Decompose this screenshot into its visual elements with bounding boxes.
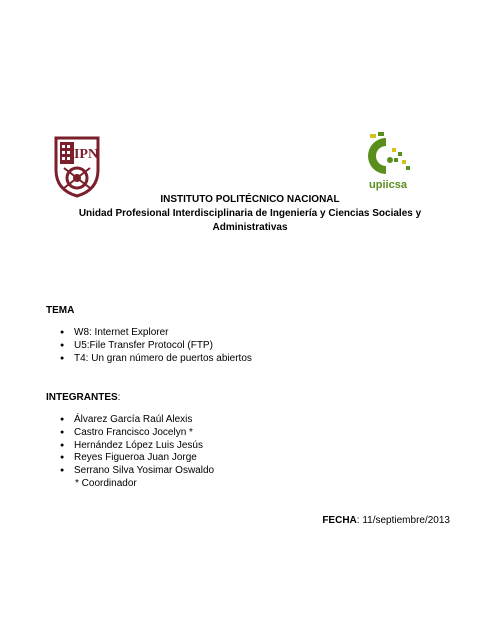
integrantes-label: INTEGRANTES (46, 392, 118, 403)
list-item: ● Castro Francisco Jocelyn * (60, 427, 214, 440)
unit-name-line1: Unidad Profesional Interdisciplinaria de Ingeniería y Ciencias Sociales y (78, 208, 422, 219)
coordinator-note: * Coordinador (75, 478, 137, 489)
list-item: ● Serrano Silva Yosimar Oswaldo (60, 465, 214, 478)
list-item: ● Álvarez García Raúl Alexis (60, 414, 214, 427)
date-label: FECHA (322, 515, 357, 526)
tema-list (60, 327, 252, 365)
tema-heading (46, 305, 74, 316)
upiicsa-logo-text: upiicsa (369, 179, 407, 191)
list-item: ● T4: Un gran número de puertos abiertos (60, 353, 252, 366)
list-item: ● Reyes Figueroa Juan Jorge (60, 452, 214, 465)
list-item: ● Hernández López Luis Jesús (60, 440, 214, 453)
ipn-logo-icon (50, 134, 104, 198)
upiicsa-logo-icon (362, 130, 414, 194)
integrantes-colon: : (117, 392, 121, 403)
integrantes-heading (46, 392, 120, 403)
list-item: ● U5:File Transfer Protocol (FTP) (60, 340, 252, 353)
list-item: ● W8: Internet Explorer (60, 327, 252, 340)
ipn-logo-text: IPN (73, 147, 99, 162)
institution-header (40, 193, 460, 235)
unit-name-line2: Administrativas (212, 222, 288, 233)
integrantes-list (60, 414, 214, 478)
institution-name: INSTITUTO POLITÉCNICO NACIONAL (160, 194, 340, 205)
tema-label: TEMA (46, 305, 75, 316)
date-line (322, 515, 450, 526)
date-value: : 11/septiembre/2013 (356, 515, 450, 526)
